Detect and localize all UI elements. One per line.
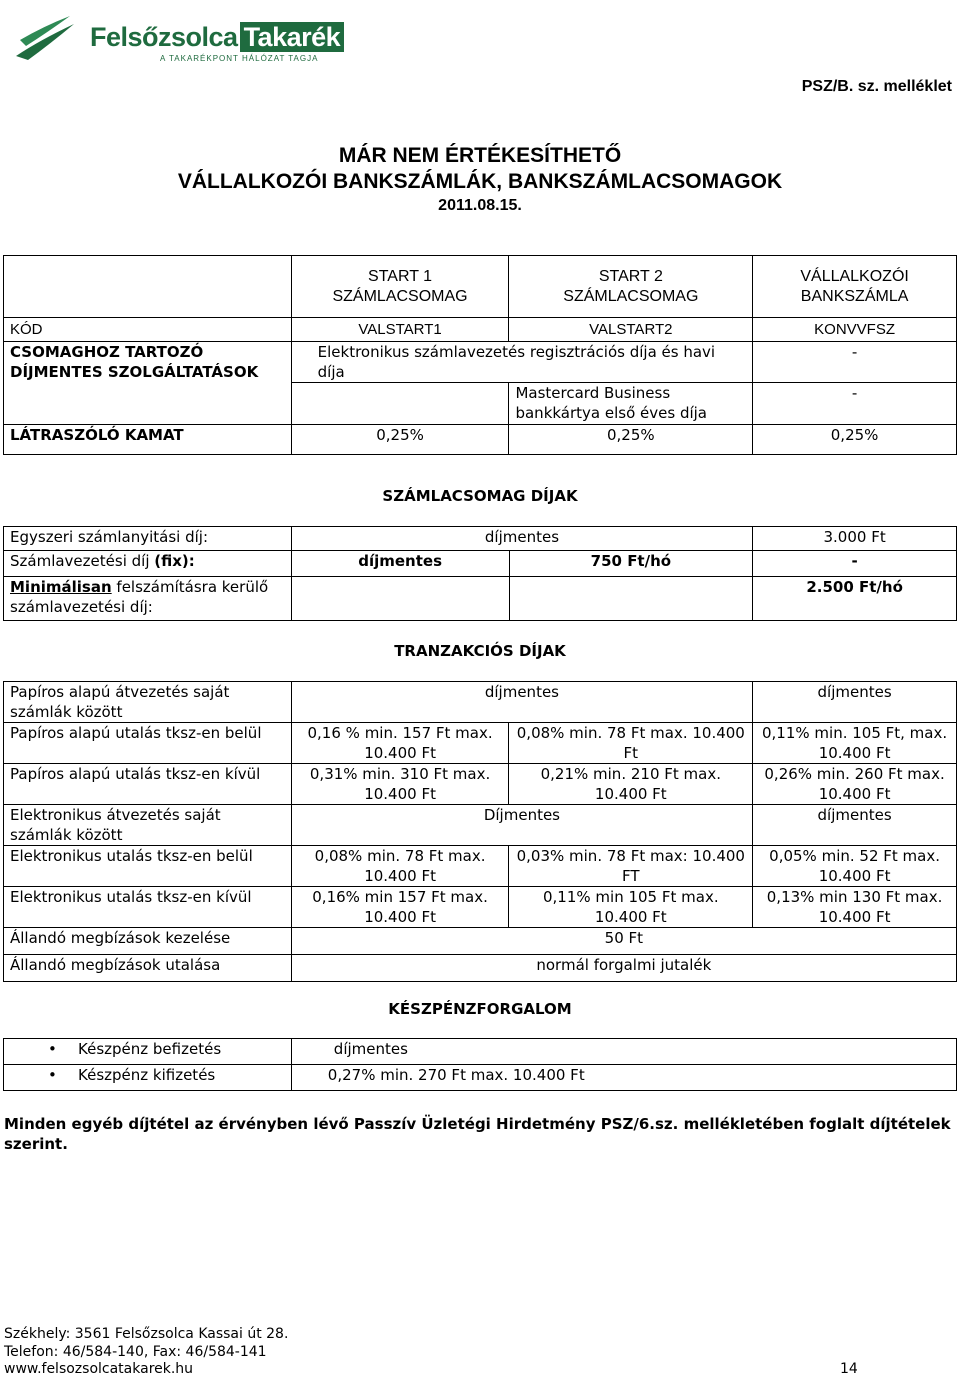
minimum-fee-label: Minimálisan felszámításra kerülő számlavezetési díj: (4, 577, 292, 621)
table-row (4, 682, 957, 723)
transaction-vallalkozoi: 0,26% min. 260 Ft max. 10.400 Ft (753, 764, 957, 805)
rate-vallalkozoi: 0,25% (753, 425, 957, 455)
rate-start2: 0,25% (509, 425, 753, 455)
opening-fee-label: Egyszeri számlanyitási díj: (4, 527, 292, 551)
table-row (4, 887, 957, 928)
title-line-1: MÁR NEM ÉRTÉKESÍTHETŐ (338, 144, 622, 167)
rate-start1: 0,25% (291, 425, 509, 455)
title-date: 2011.08.15. (438, 197, 522, 214)
footer-phone: Telefon: 46/584-140, Fax: 46/584-141 (4, 1344, 267, 1360)
opening-fee-start: díjmentes (291, 527, 752, 551)
cash-withdraw-value: 0,27% min. 270 Ft max. 10.400 Ft (291, 1065, 956, 1091)
table-row (4, 928, 957, 955)
transaction-label: Állandó megbízások utalása (4, 955, 292, 982)
bank-logo (10, 10, 350, 70)
minimum-fee-row (4, 577, 957, 621)
services-label: CSOMAGHOZ TARTOZÓ DÍJMENTES SZOLGÁLTATÁSOK (4, 342, 292, 425)
transaction-label: Papíros alapú utalás tksz-en kívül (4, 764, 292, 805)
transaction-start2: 0,11% min 105 Ft max. 10.400 Ft (509, 887, 753, 928)
product-table (3, 255, 957, 455)
header-start2: START 2 SZÁMLACSOMAG (509, 256, 753, 318)
table-row (4, 805, 957, 846)
transactions-heading: TRANZAKCIÓS DÍJAK (394, 642, 566, 660)
list-item (4, 1065, 957, 1091)
rate-row (4, 425, 957, 455)
transaction-label: Elektronikus utalás tksz-en kívül (4, 887, 292, 928)
service-card-vallalkozoi: - (753, 383, 957, 425)
page-number: 14 (840, 1361, 858, 1377)
footer-address: Székhely: 3561 Felsőzsolca Kassai út 28. (4, 1326, 289, 1342)
table-row (4, 723, 957, 764)
transaction-start1: 0,16 % min. 157 Ft max. 10.400 Ft (291, 723, 509, 764)
transaction-vallalkozoi: 0,05% min. 52 Ft max. 10.400 Ft (753, 846, 957, 887)
code-row (4, 318, 957, 342)
opening-fee-row (4, 527, 957, 551)
table-row (4, 764, 957, 805)
transaction-label: Elektronikus utalás tksz-en belül (4, 846, 292, 887)
table-row (4, 846, 957, 887)
transactions-table (3, 681, 957, 982)
service-electronic-vallalkozoi: - (753, 342, 957, 383)
cash-deposit-label: • Készpénz befizetés (4, 1039, 292, 1065)
header-start1: START 1 SZÁMLACSOMAG (291, 256, 509, 318)
management-fee-start1: díjmentes (291, 551, 509, 577)
bank-logo-name: Felsőzsolca Takarék (90, 22, 344, 53)
management-fee-row (4, 551, 957, 577)
management-fee-vallalkozoi: - (753, 551, 957, 577)
footer-web: www.felsozsolcatakarek.hu (4, 1361, 194, 1377)
cash-deposit-value: díjmentes (291, 1039, 956, 1065)
transaction-all: normál forgalmi jutalék (291, 955, 956, 982)
transaction-start2: 0,21% min. 210 Ft max. 10.400 Ft (509, 764, 753, 805)
transaction-start1: 0,08% min. 78 Ft max. 10.400 Ft (291, 846, 509, 887)
service-row-1 (4, 342, 957, 383)
annex-label: PSZ/B. sz. melléklet (801, 78, 952, 95)
transaction-vallalkozoi: 0,13% min 130 Ft max. 10.400 Ft (753, 887, 957, 928)
transaction-vallalkozoi: 0,11% min. 105 Ft, max. 10.400 Ft (753, 723, 957, 764)
management-fee-start2: 750 Ft/hó (509, 551, 753, 577)
bank-logo-icon (10, 10, 80, 70)
management-fee-label: Számlavezetési díj (fix): (4, 551, 292, 577)
transaction-label: Papíros alapú utalás tksz-en belül (4, 723, 292, 764)
transaction-all: 50 Ft (291, 928, 956, 955)
service-card: Mastercard Business bankkártya első éves díja (509, 383, 753, 425)
code-vallalkozoi: KONVVFSZ (753, 318, 957, 342)
header-vallalkozoi: VÁLLALKOZÓI BANKSZÁMLA (753, 256, 957, 318)
transaction-start1: 0,31% min. 310 Ft max. 10.400 Ft (291, 764, 509, 805)
table-row (4, 955, 957, 982)
product-header-row (4, 256, 957, 318)
opening-fee-vallalkozoi: 3.000 Ft (753, 527, 957, 551)
transaction-start: Díjmentes (291, 805, 752, 846)
cash-heading: KÉSZPÉNZFORGALOM (388, 1000, 572, 1018)
document-title (0, 143, 960, 217)
footnote: Minden egyéb díjtétel az érvényben lévő Passzív Üzletégi Hirdetmény PSZ/6.sz. mellékletében foglalt díjtételek szerint. (4, 1115, 951, 1153)
service-electronic: Elektronikus számlavezetés regisztrációs díja és havi díja (291, 342, 753, 383)
code-start1: VALSTART1 (291, 318, 509, 342)
code-start2: VALSTART2 (509, 318, 753, 342)
transaction-label: Papíros alapú átvezetés saját számlák között (4, 682, 292, 723)
transaction-label: Állandó megbízások kezelése (4, 928, 292, 955)
transaction-start1: 0,16% min 157 Ft max. 10.400 Ft (291, 887, 509, 928)
cash-withdraw-label: • Készpénz kifizetés (4, 1065, 292, 1091)
title-line-2: VÁLLALKOZÓI BANKSZÁMLÁK, BANKSZÁMLACSOMAGOK (177, 170, 783, 193)
bank-logo-tagline: A TAKARÉKPONT HÁLÓZAT TAGJA (160, 54, 319, 63)
list-item (4, 1039, 957, 1065)
fees-heading: SZÁMLACSOMAG DÍJAK (382, 487, 578, 505)
transaction-start: díjmentes (291, 682, 752, 723)
transaction-label: Elektronikus átvezetés saját számlák között (4, 805, 292, 846)
transaction-start2: 0,08% min. 78 Ft max. 10.400 Ft (509, 723, 753, 764)
minimum-fee-vallalkozoi: 2.500 Ft/hó (753, 577, 957, 621)
code-label: KÓD (4, 318, 292, 342)
transaction-vallalkozoi: díjmentes (753, 682, 957, 723)
transaction-vallalkozoi: díjmentes (753, 805, 957, 846)
rate-label: LÁTRASZÓLÓ KAMAT (4, 425, 292, 455)
cash-table (3, 1038, 957, 1091)
fees-table (3, 526, 957, 621)
transaction-start2: 0,03% min. 78 Ft max: 10.400 FT (509, 846, 753, 887)
